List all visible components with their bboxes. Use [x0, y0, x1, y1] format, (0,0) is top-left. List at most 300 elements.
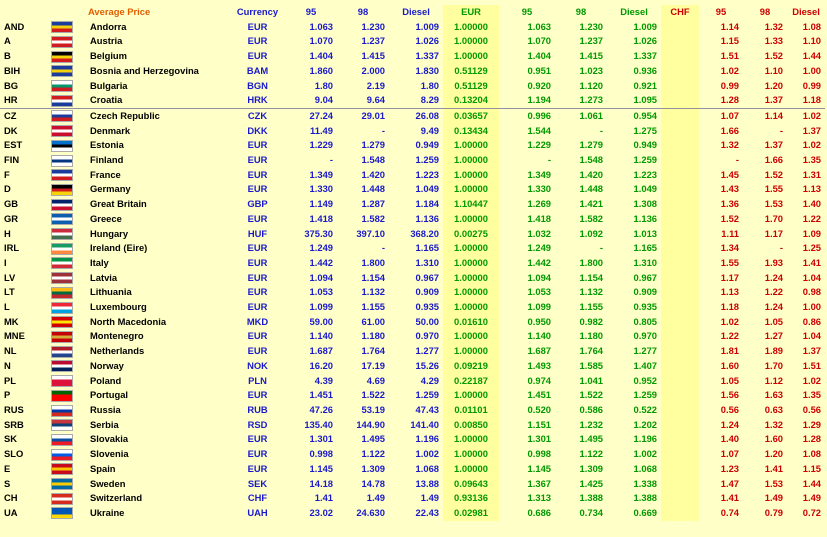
eur-price-diesel: 1.002	[633, 448, 657, 460]
eur-rate: 1.00000	[443, 212, 499, 227]
chf-column	[661, 300, 699, 315]
eur-price-diesel: 0.952	[633, 374, 657, 386]
local-price-95: 1.418	[309, 212, 333, 224]
country-name: France	[90, 168, 121, 180]
eur-price-95: 1.301	[527, 433, 551, 445]
eur-price-95: 1.063	[527, 20, 551, 32]
country-code: LT	[4, 286, 15, 298]
chf-price-95: 1.24	[720, 418, 739, 430]
chf-price-diesel: 1.08	[802, 448, 821, 460]
table-row	[0, 212, 825, 227]
country-code: E	[4, 462, 11, 474]
local-price-98: 1.132	[361, 286, 385, 298]
currency-code: EUR	[247, 286, 268, 298]
currency-code: EUR	[247, 433, 268, 445]
eur-rate: 0.22187	[443, 374, 499, 389]
flag	[36, 212, 88, 227]
country-name: Russia	[90, 403, 121, 415]
local-price-diesel: 1.259	[415, 389, 439, 401]
ireland-flag	[51, 243, 73, 255]
country-name: Slovakia	[90, 433, 129, 445]
eur-rate: 0.00850	[443, 418, 499, 433]
chf-price-95: 1.81	[720, 345, 739, 357]
flag	[36, 241, 88, 256]
country-code: PL	[4, 374, 16, 386]
eur-rate: 1.00000	[443, 182, 499, 197]
eur-price-95: 1.269	[527, 198, 551, 210]
eur-rate: 0.51129	[443, 79, 499, 94]
eur-price-95: 1.094	[527, 271, 551, 283]
header-chf-98: 98	[759, 6, 771, 17]
austria-flag	[51, 36, 73, 48]
eur-price-95: 1.330	[527, 183, 551, 195]
eur-price-95: 0.950	[527, 315, 551, 327]
local-price-98: 1.420	[361, 168, 385, 180]
country-name: Norway	[90, 359, 124, 371]
chf-price-98: 1.20	[764, 79, 783, 91]
eur-rate: 1.00000	[443, 432, 499, 447]
chf-price-95: 1.32	[720, 139, 739, 151]
flag	[36, 64, 88, 79]
table-row	[0, 227, 825, 242]
chf-column	[661, 359, 699, 374]
table-row	[0, 34, 825, 49]
local-price-95: 1.063	[309, 20, 333, 32]
chf-column	[661, 153, 699, 168]
country-code: UA	[4, 506, 18, 518]
chf-price-diesel: 1.00	[802, 64, 821, 76]
flag	[36, 344, 88, 359]
header-95: 95	[305, 6, 317, 17]
flag	[36, 403, 88, 418]
chf-price-95: 1.34	[720, 242, 739, 254]
chf-price-98: 1.17	[764, 227, 783, 239]
country-name: Switzerland	[90, 492, 143, 504]
chf-price-98: 0.79	[764, 506, 783, 518]
local-price-diesel: 15.26	[415, 359, 439, 371]
currency-code: EUR	[247, 448, 268, 460]
local-price-diesel: 0.909	[415, 286, 439, 298]
local-price-98: 9.64	[337, 93, 389, 108]
chf-price-diesel: 1.02	[802, 374, 821, 386]
eur-price-95: 1.418	[527, 212, 551, 224]
eur-price-98: 1.522	[579, 389, 603, 401]
country-name: Bosnia and Herzegovina	[90, 64, 199, 76]
chf-price-95: 1.05	[720, 374, 739, 386]
country-code: BIH	[4, 64, 21, 76]
country-code: FIN	[4, 154, 20, 166]
local-price-98: 1.448	[361, 183, 385, 195]
currency-code: EUR	[247, 139, 268, 151]
table-row	[0, 285, 825, 300]
header-diesel: Diesel	[402, 6, 430, 17]
local-price-98: 1.180	[361, 330, 385, 342]
header-chf-diesel: Diesel	[792, 6, 820, 17]
flag	[36, 256, 88, 271]
chf-column	[661, 79, 699, 94]
chf-price-98: 1.12	[764, 374, 783, 386]
chf-price-diesel: 0.72	[802, 506, 821, 518]
eur-rate: 1.00000	[443, 168, 499, 183]
eur-rate: 0.01610	[443, 315, 499, 330]
greece-flag	[51, 213, 73, 225]
country-code: GR	[4, 212, 19, 224]
france-flag	[51, 169, 73, 181]
header-98: 98	[357, 6, 369, 17]
eur-price-98: 1.041	[579, 374, 603, 386]
country-name: Ireland (Eire)	[90, 242, 148, 254]
currency-code: EUR	[247, 212, 268, 224]
local-price-95: 1.053	[309, 286, 333, 298]
eur-price-diesel: 0.805	[633, 315, 657, 327]
local-price-95: 1.860	[309, 64, 333, 76]
eur-price-98: 1.154	[579, 271, 603, 283]
eur-price-95: 0.998	[527, 448, 551, 460]
header-chf: CHF	[661, 5, 699, 20]
country-code: EST	[4, 139, 23, 151]
eur-price-diesel: 0.936	[633, 64, 657, 76]
chf-column	[661, 344, 699, 359]
local-price-diesel: 1.259	[415, 154, 439, 166]
flag	[36, 168, 88, 183]
local-price-95: 1.099	[309, 301, 333, 313]
eur-price-diesel: 1.259	[633, 154, 657, 166]
local-price-95: 1.145	[309, 462, 333, 474]
chf-column	[661, 315, 699, 330]
currency-code: BAM	[246, 64, 269, 76]
local-price-95: 1.442	[309, 256, 333, 268]
slovenia-flag	[51, 449, 73, 461]
local-price-98: 1.230	[361, 20, 385, 32]
eur-price-98: 1.092	[579, 227, 603, 239]
chf-price-95: 1.17	[720, 271, 739, 283]
chf-column	[661, 34, 699, 49]
chf-column	[661, 197, 699, 212]
chf-price-diesel: 1.31	[802, 168, 821, 180]
local-price-95: 1.330	[309, 183, 333, 195]
chf-price-98: -	[779, 124, 783, 136]
eur-price-diesel: 0.935	[633, 301, 657, 313]
eur-price-95: 1.349	[527, 168, 551, 180]
local-price-95: 1.687	[309, 345, 333, 357]
chf-price-98: 1.60	[764, 433, 783, 445]
chf-column	[661, 285, 699, 300]
currency-code: EUR	[247, 242, 268, 254]
currency-code: EUR	[247, 256, 268, 268]
flag	[36, 300, 88, 315]
header-chf-95: 95	[715, 6, 727, 17]
chf-price-95: 1.13	[720, 286, 739, 298]
country-name: Finland	[90, 154, 124, 166]
eur-price-diesel: 1.407	[633, 359, 657, 371]
chf-price-98: 1.93	[764, 256, 783, 268]
local-price-diesel: 1.337	[415, 50, 439, 62]
currency-code: MKD	[246, 315, 269, 327]
local-price-98: 1.582	[361, 212, 385, 224]
lithuania-flag	[51, 287, 73, 299]
eur-rate: 0.01101	[443, 403, 499, 418]
eur-price-95: 1.544	[527, 124, 551, 136]
chf-price-98: 1.32	[764, 418, 783, 430]
country-name: Ukraine	[90, 506, 125, 518]
chf-price-98: 1.14	[764, 109, 783, 121]
chf-column	[661, 138, 699, 153]
chf-price-95: 1.45	[720, 168, 739, 180]
local-price-98: 29.01	[361, 109, 385, 121]
chf-price-95: 1.36	[720, 198, 739, 210]
country-code: B	[4, 50, 11, 62]
local-price-95: 1.229	[309, 139, 333, 151]
chf-price-95: 1.28	[699, 93, 743, 108]
bosnia-flag	[51, 65, 73, 77]
local-price-98: 4.69	[366, 374, 385, 386]
eur-price-95: 1.194	[499, 93, 555, 108]
local-price-diesel: 1.002	[415, 448, 439, 460]
chf-price-98: 1.63	[764, 389, 783, 401]
local-price-98: 1.279	[361, 139, 385, 151]
flag	[36, 153, 88, 168]
eur-price-98: 0.982	[579, 315, 603, 327]
currency-code: HRK	[230, 93, 285, 108]
chf-price-diesel: 1.09	[802, 227, 821, 239]
table-row	[0, 462, 825, 477]
chf-price-diesel: 0.99	[802, 79, 821, 91]
croatia-flag	[51, 95, 73, 107]
north-macedonia-flag	[51, 316, 73, 328]
country-name: Belgium	[90, 50, 127, 62]
eur-price-98: 1.061	[579, 109, 603, 121]
eur-price-98: 1.420	[579, 168, 603, 180]
local-price-diesel: 0.935	[415, 301, 439, 313]
flag	[36, 197, 88, 212]
chf-price-95: 1.52	[720, 212, 739, 224]
country-code: SK	[4, 433, 18, 445]
chf-price-diesel: 1.29	[802, 418, 821, 430]
chf-price-95: 1.60	[720, 359, 739, 371]
local-price-95: 23.02	[309, 506, 333, 518]
local-price-98: 1.415	[361, 50, 385, 62]
andorra-flag	[51, 21, 73, 33]
bulgaria-flag	[51, 80, 73, 92]
chf-column	[661, 227, 699, 242]
country-name: Andorra	[90, 20, 127, 32]
chf-price-98: 1.37	[743, 93, 787, 108]
country-code: CH	[4, 492, 18, 504]
poland-flag	[51, 375, 73, 387]
eur-price-diesel: 1.009	[633, 20, 657, 32]
eur-price-98: 1.232	[579, 418, 603, 430]
eur-price-98: 1.237	[579, 35, 603, 47]
country-name: Austria	[90, 35, 123, 47]
table-body	[0, 20, 825, 521]
chf-column	[661, 506, 699, 521]
chf-price-diesel: 1.13	[802, 183, 821, 195]
chf-column	[661, 168, 699, 183]
eur-rate: 1.00000	[443, 241, 499, 256]
flag	[36, 418, 88, 433]
czech-flag	[51, 110, 73, 122]
chf-column	[661, 256, 699, 271]
chf-price-diesel: 0.86	[802, 315, 821, 327]
chf-column	[661, 374, 699, 389]
eur-rate: 1.00000	[443, 49, 499, 64]
eur-rate: 0.51129	[443, 64, 499, 79]
table-row	[0, 477, 825, 492]
chf-price-98: 1.41	[764, 462, 783, 474]
currency-code: EUR	[247, 301, 268, 313]
eur-price-98: -	[599, 242, 603, 254]
finland-flag	[51, 155, 73, 167]
italy-flag	[51, 257, 73, 269]
country-code: HR	[0, 93, 36, 108]
chf-price-diesel: 1.40	[802, 198, 821, 210]
chf-column	[661, 477, 699, 492]
chf-price-95: 1.43	[720, 183, 739, 195]
norway-flag	[51, 360, 73, 372]
eur-rate: 0.93136	[443, 491, 499, 506]
flag	[36, 491, 88, 506]
country-name: Bulgaria	[90, 79, 128, 91]
eur-price-diesel: 1.308	[633, 198, 657, 210]
chf-column	[661, 491, 699, 506]
country-code: A	[4, 35, 11, 47]
chf-price-diesel: 1.41	[802, 256, 821, 268]
currency-code: EUR	[247, 183, 268, 195]
germany-flag	[51, 184, 73, 196]
country-code: LV	[4, 271, 16, 283]
eur-price-98: 1.495	[579, 433, 603, 445]
eur-rate: 0.09643	[443, 477, 499, 492]
eur-price-98: 0.734	[579, 506, 603, 518]
eur-price-95: 0.920	[527, 79, 551, 91]
hungary-flag	[51, 228, 73, 240]
chf-price-95: 1.56	[720, 389, 739, 401]
table-row	[0, 418, 825, 433]
country-code: H	[4, 227, 11, 239]
local-price-98: 24.630	[356, 506, 385, 518]
local-price-95: 135.40	[304, 418, 333, 430]
chf-price-diesel: 1.22	[802, 212, 821, 224]
serbia-flag	[51, 419, 73, 431]
chf-price-98: 1.22	[764, 286, 783, 298]
chf-price-95: 1.66	[720, 124, 739, 136]
eur-price-95: 1.451	[527, 389, 551, 401]
eur-price-98: 1.415	[579, 50, 603, 62]
flag	[36, 315, 88, 330]
spain-flag	[51, 463, 73, 475]
local-price-98: 1.154	[361, 271, 385, 283]
currency-code: EUR	[247, 389, 268, 401]
eur-price-98: 1.764	[579, 345, 603, 357]
local-price-95: 1.149	[309, 198, 333, 210]
currency-code: EUR	[247, 20, 268, 32]
eur-price-diesel: 1.388	[633, 492, 657, 504]
country-name: Italy	[90, 256, 109, 268]
country-name: Spain	[90, 462, 116, 474]
chf-price-98: 1.10	[764, 64, 783, 76]
chf-price-95: 1.40	[720, 433, 739, 445]
country-name: Portugal	[90, 389, 129, 401]
local-price-diesel: 8.29	[389, 93, 443, 108]
chf-price-98: 1.49	[764, 492, 783, 504]
luxembourg-flag	[51, 302, 73, 314]
fuel-price-table	[0, 5, 825, 521]
table-row	[0, 315, 825, 330]
eur-price-98: 1.122	[579, 448, 603, 460]
local-price-98: -	[381, 124, 385, 136]
eur-rate: 0.13434	[443, 124, 499, 139]
eur-price-diesel: 1.026	[633, 35, 657, 47]
eur-rate: 1.00000	[443, 34, 499, 49]
local-price-diesel: 1.068	[415, 462, 439, 474]
chf-column	[661, 64, 699, 79]
local-price-95: 47.26	[309, 403, 333, 415]
table-row	[0, 300, 825, 315]
chf-column	[661, 447, 699, 462]
eur-rate: 0.09219	[443, 359, 499, 374]
eur-price-diesel: 0.954	[633, 109, 657, 121]
local-price-98: 1.309	[361, 462, 385, 474]
currency-code: PLN	[248, 374, 267, 386]
eur-rate: 1.00000	[443, 256, 499, 271]
eur-price-98: -	[599, 124, 603, 136]
flag	[36, 227, 88, 242]
denmark-flag	[51, 125, 73, 137]
header-eur-98: 98	[575, 6, 587, 17]
local-price-98: 53.19	[361, 403, 385, 415]
table-row	[0, 388, 825, 403]
country-name: Germany	[90, 183, 131, 195]
chf-price-95: 1.55	[720, 256, 739, 268]
currency-code: UAH	[247, 506, 268, 518]
country-name: Greece	[90, 212, 122, 224]
chf-price-98: 1.32	[764, 20, 783, 32]
chf-price-diesel: 1.02	[802, 139, 821, 151]
chf-price-98: -	[779, 242, 783, 254]
eur-rate: 0.03657	[443, 108, 499, 123]
eur-price-95: 1.053	[527, 286, 551, 298]
flag	[36, 49, 88, 64]
chf-price-98: 1.55	[764, 183, 783, 195]
country-code: SLO	[4, 448, 24, 460]
chf-price-diesel: 1.37	[802, 345, 821, 357]
flag	[36, 447, 88, 462]
local-price-diesel: 47.43	[415, 403, 439, 415]
local-price-diesel: 1.049	[415, 183, 439, 195]
flag	[36, 34, 88, 49]
flag	[36, 20, 88, 35]
local-price-98: 1.237	[361, 35, 385, 47]
local-price-98: 61.00	[361, 315, 385, 327]
local-price-98: 1.522	[361, 389, 385, 401]
local-price-95: 4.39	[314, 374, 333, 386]
table-row	[0, 124, 825, 139]
currency-code: EUR	[247, 50, 268, 62]
header-average-price: Average Price	[88, 6, 151, 17]
eur-price-98: 1.273	[555, 93, 607, 108]
table-row	[0, 93, 825, 108]
local-price-95: 59.00	[309, 315, 333, 327]
eur-price-diesel: 1.196	[633, 433, 657, 445]
chf-price-95: 0.74	[720, 506, 739, 518]
chf-price-95: 1.41	[720, 492, 739, 504]
currency-code: CHF	[247, 492, 268, 504]
eur-price-diesel: 1.338	[633, 477, 657, 489]
chf-price-diesel: 0.56	[802, 403, 821, 415]
local-price-95: 375.30	[304, 227, 333, 239]
eur-price-diesel: 1.223	[633, 168, 657, 180]
flag	[36, 271, 88, 286]
